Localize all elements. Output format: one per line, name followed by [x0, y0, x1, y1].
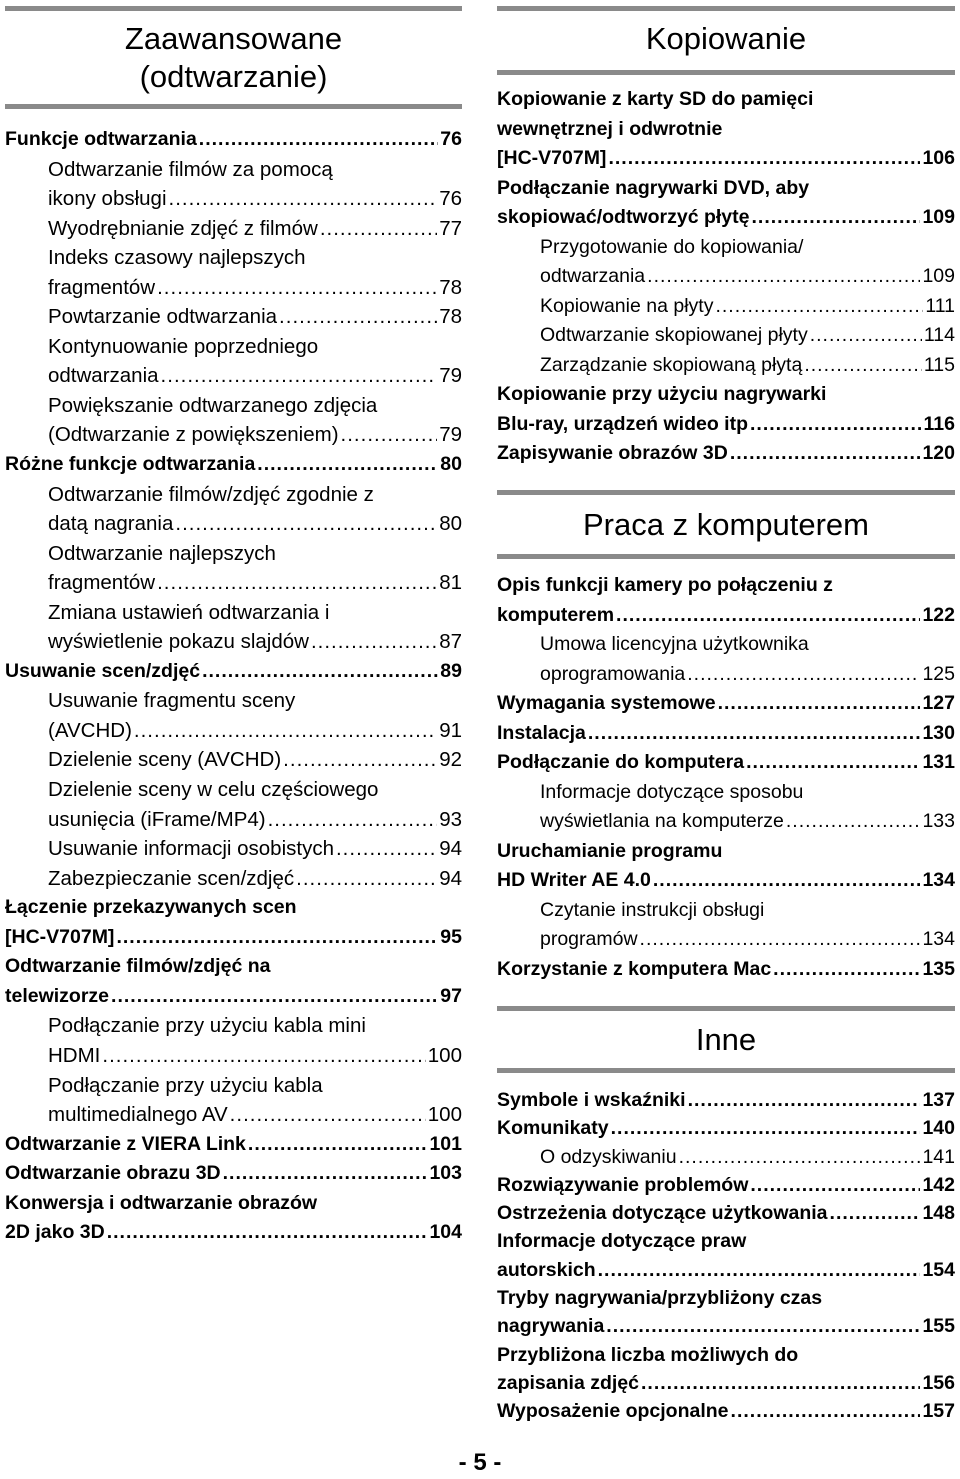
toc-entry-text: (AVCHD) — [48, 718, 132, 742]
toc-entry-sub[interactable] — [5, 480, 462, 510]
toc-entry-text: Dzielenie sceny w celu częściowego — [48, 778, 379, 802]
toc-entry-sub[interactable] — [5, 598, 462, 628]
toc-entry-heading[interactable] — [497, 1284, 955, 1312]
toc-entry-text: skopiować/odtworzyć płytę — [497, 206, 750, 228]
toc-page-number: 120 — [922, 442, 955, 464]
dot-leader — [102, 1041, 425, 1071]
toc-entry-heading[interactable] — [497, 1086, 955, 1114]
toc-entry-text: Konwersja i odtwarzanie obrazów — [5, 1191, 318, 1214]
dot-leader — [588, 719, 921, 749]
dot-leader — [311, 627, 437, 657]
toc-entry-text: telewizorze — [5, 984, 110, 1007]
toc-page-number: 100 — [427, 1043, 462, 1067]
toc-entry-sub[interactable] — [497, 262, 955, 292]
toc-entry-heading[interactable] — [497, 837, 955, 867]
toc-entry-heading[interactable] — [497, 115, 955, 145]
toc-page-number: 109 — [922, 265, 955, 287]
toc-page-number: 116 — [923, 412, 955, 435]
toc-list-copying — [497, 85, 955, 469]
dot-leader — [606, 1312, 920, 1340]
dot-leader — [296, 864, 437, 894]
dot-leader — [687, 660, 920, 690]
dot-leader — [161, 361, 438, 391]
section-title-other: Inne — [695, 1022, 757, 1057]
dot-leader — [718, 689, 921, 719]
dot-leader — [830, 1199, 921, 1227]
toc-entry-heading[interactable] — [497, 203, 955, 233]
toc-entry-text: usunięcia (iFrame/MP4) — [48, 807, 266, 831]
toc-entry-sub[interactable] — [5, 1071, 462, 1101]
dot-leader — [283, 745, 437, 775]
toc-entry-text: Odtwarzanie filmów za pomocą — [48, 157, 333, 181]
toc-entry-text: Odtwarzanie filmów/zdjęć na — [5, 955, 271, 978]
toc-page-number: 80 — [439, 512, 462, 536]
toc-page-number: 137 — [922, 1089, 955, 1111]
toc-entry-heading[interactable] — [497, 955, 955, 985]
toc-entry-text: Zabezpieczanie scen/zdjęć — [48, 866, 295, 890]
section-title — [5, 20, 462, 96]
toc-entry-sub[interactable] — [497, 896, 955, 926]
toc-page-number: 125 — [922, 662, 955, 685]
toc-entry-text: Symbole i wskaźniki — [497, 1089, 686, 1111]
toc-page-number: 78 — [439, 275, 462, 299]
toc-entry-heading[interactable] — [497, 144, 955, 174]
toc-entry-text: zapisania zdjęć — [497, 1371, 639, 1394]
dot-leader — [341, 420, 438, 450]
toc-entry-text: Wyposażenie opcjonalne — [497, 1400, 729, 1423]
toc-page-number: 141 — [922, 1145, 955, 1168]
toc-entry-text: Informacje dotyczące sposobu — [540, 780, 804, 803]
section-top-rule — [497, 490, 955, 495]
toc-entry-sub[interactable] — [5, 1100, 462, 1130]
toc-entry-text: HD Writer AE 4.0 — [497, 869, 651, 891]
toc-entry-heading[interactable] — [5, 952, 462, 982]
toc-entry-text: Przygotowanie do kopiowania/ — [540, 235, 804, 258]
section-bottom-rule — [497, 554, 955, 559]
toc-entry-text: Różne funkcje odtwarzania — [5, 453, 256, 476]
dot-leader — [641, 1369, 920, 1397]
dot-leader — [653, 866, 921, 896]
toc-page-number: 135 — [922, 957, 955, 980]
toc-entry-sub[interactable] — [497, 925, 955, 955]
toc-entry-text: Instalacja — [497, 721, 586, 744]
toc-page-number: 154 — [922, 1258, 955, 1281]
toc-entry-heading[interactable] — [497, 439, 955, 469]
section-top-rule — [497, 1006, 955, 1011]
toc-page-number: 94 — [439, 866, 462, 890]
toc-page-number: 148 — [922, 1202, 955, 1225]
toc-page-number: 122 — [922, 603, 955, 626]
toc-entry-heading[interactable] — [497, 601, 955, 631]
dot-leader — [611, 1114, 921, 1142]
toc-page-number: 130 — [922, 721, 955, 744]
toc-entry-heading[interactable] — [497, 85, 955, 115]
toc-entry-text: Zmiana ustawień odtwarzania i — [48, 600, 330, 624]
dot-leader — [157, 568, 437, 598]
toc-page-number: 81 — [439, 571, 462, 595]
toc-entry-text: Opis funkcji kamery po połączeniu z — [497, 574, 833, 596]
toc-entry-heading[interactable] — [5, 982, 462, 1012]
toc-entry-heading[interactable] — [497, 866, 955, 896]
toc-entry-text: Kopiowanie na płyty — [540, 294, 714, 317]
section-title-line-2: (odtwarzanie) — [139, 59, 328, 94]
dot-leader — [730, 439, 921, 469]
toc-entry-sub[interactable] — [497, 321, 955, 351]
toc-entry-sub[interactable] — [5, 420, 462, 450]
toc-entry-sub[interactable] — [5, 627, 462, 657]
dot-leader — [804, 351, 922, 381]
toc-entry-heading[interactable] — [5, 1218, 462, 1248]
toc-entry-text: Korzystanie z komputera Mac — [497, 957, 772, 980]
toc-list-other — [497, 1086, 955, 1426]
toc-entry-sub[interactable] — [5, 1011, 462, 1041]
toc-entry-text: Łączenie przekazywanych scen — [5, 896, 297, 919]
toc-entry-text: wyświetlania na komputerze — [540, 810, 784, 832]
toc-page-number: 134 — [922, 869, 955, 891]
toc-entry-sub[interactable] — [497, 292, 955, 322]
dot-leader — [257, 450, 438, 480]
toc-entry-sub[interactable] — [5, 509, 462, 539]
toc-entry-text: O odzyskiwaniu — [540, 1145, 677, 1168]
toc-entry-text: Komunikaty — [497, 1117, 609, 1140]
toc-entry-sub[interactable] — [5, 716, 462, 746]
toc-entry-sub[interactable] — [5, 332, 462, 362]
toc-entry-sub[interactable] — [497, 807, 955, 837]
toc-entry-heading[interactable] — [497, 1312, 955, 1340]
toc-page-number: 156 — [922, 1371, 955, 1394]
toc-entry-sub[interactable] — [5, 745, 462, 775]
dot-leader — [157, 273, 437, 303]
toc-entry-text: Informacje dotyczące praw — [497, 1230, 747, 1253]
toc-page-number: 87 — [439, 630, 462, 654]
toc-entry-text: (Odtwarzanie z powiększeniem) — [48, 423, 339, 447]
toc-entry-heading[interactable] — [497, 689, 955, 719]
toc-entry-text: Tryby nagrywania/przybliżony czas — [497, 1287, 823, 1310]
dot-leader — [640, 925, 921, 955]
toc-entry-heading[interactable] — [5, 1189, 462, 1219]
toc-page-number: 104 — [429, 1221, 462, 1244]
section-bottom-rule — [5, 104, 462, 109]
toc-entry-heading[interactable] — [497, 410, 955, 440]
toc-page-number: 114 — [923, 324, 955, 346]
toc-entry-text: Powiększanie odtwarzanego zdjęcia — [48, 393, 378, 417]
dot-leader — [750, 410, 922, 440]
toc-page-number: 101 — [429, 1132, 462, 1155]
toc-entry-sub[interactable] — [5, 686, 462, 716]
toc-page-number: 142 — [922, 1173, 955, 1196]
toc-entry-heading[interactable] — [5, 125, 462, 155]
toc-entry-sub[interactable] — [5, 214, 462, 244]
dot-leader — [175, 509, 437, 539]
toc-entry-text: Rozwiązywanie problemów — [497, 1173, 749, 1196]
toc-entry-text: Usuwanie informacji osobistych — [48, 837, 334, 861]
toc-entry-text: Usuwanie scen/zdjęć — [5, 659, 201, 682]
toc-entry-text: Kontynuowanie poprzedniego — [48, 334, 319, 358]
dot-leader — [169, 184, 438, 214]
toc-entry-text: [HC-V707M] — [5, 925, 115, 948]
toc-page-number: 76 — [440, 128, 462, 150]
toc-entry-heading[interactable] — [497, 1171, 955, 1199]
dot-leader — [731, 1397, 921, 1425]
toc-entry-sub[interactable] — [5, 361, 462, 391]
toc-entry-text: Dzielenie sceny (AVCHD) — [48, 748, 282, 772]
dot-leader — [688, 1086, 921, 1114]
toc-entry-text: ikony obsługi — [48, 187, 167, 211]
dot-leader — [111, 982, 438, 1012]
toc-entry-heading[interactable] — [497, 380, 955, 410]
toc-entry-text: Podłączanie nagrywarki DVD, aby — [497, 176, 810, 199]
toc-entry-sub[interactable] — [5, 302, 462, 332]
toc-entry-text: Funkcje odtwarzania — [5, 128, 197, 150]
dot-leader — [810, 321, 922, 351]
toc-entry-text: Wymagania systemowe — [497, 692, 716, 714]
toc-entry-text: wewnętrznej i odwrotnie — [497, 117, 723, 140]
toc-entry-text: Usuwanie fragmentu sceny — [48, 689, 296, 713]
toc-entry-text: Odtwarzanie z VIERA Link — [5, 1132, 246, 1155]
toc-entry-text: komputerem — [497, 603, 615, 626]
toc-list-computer — [497, 571, 955, 984]
dot-leader — [750, 1171, 920, 1199]
toc-entry-text: Czytanie instrukcji obsługi — [540, 898, 765, 921]
toc-entry-text: HDMI — [48, 1043, 101, 1067]
toc-entry-sub[interactable] — [497, 351, 955, 381]
toc-entry-sub[interactable] — [497, 778, 955, 808]
toc-page-number: 92 — [439, 748, 462, 772]
toc-entry-text: Umowa licencyjna użytkownika — [540, 633, 809, 655]
toc-entry-text: Podłączanie przy użyciu kabla — [48, 1073, 323, 1097]
toc-entry-text: Zapisywanie obrazów 3D — [497, 442, 728, 464]
section-top-rule — [5, 6, 462, 11]
toc-entry-text: odtwarzania — [48, 364, 159, 388]
toc-page-number: 95 — [440, 925, 462, 948]
toc-page-number: 76 — [439, 187, 462, 211]
toc-entry-text: Zarządzanie skopiowaną płytą — [540, 353, 803, 376]
section-bottom-rule — [497, 70, 955, 75]
toc-entry-text: fragmentów — [48, 275, 156, 299]
toc-entry-sub[interactable] — [5, 391, 462, 421]
dot-leader — [230, 1100, 426, 1130]
toc-entry-sub[interactable] — [5, 243, 462, 273]
toc-page-number: 93 — [439, 807, 462, 831]
section-title-copying: Kopiowanie — [645, 21, 807, 56]
dot-leader — [647, 262, 920, 292]
toc-entry-text: odtwarzania — [540, 265, 646, 287]
toc-entry-heading[interactable] — [5, 1130, 462, 1160]
toc-entry-text: fragmentów — [48, 571, 156, 595]
toc-entry-sub[interactable] — [5, 834, 462, 864]
dot-leader — [248, 1130, 428, 1160]
toc-entry-text: nagrywania — [497, 1315, 605, 1338]
toc-entry-heading[interactable] — [5, 450, 462, 480]
toc-entry-sub[interactable] — [5, 568, 462, 598]
toc-entry-sub[interactable] — [497, 233, 955, 263]
page-number: - 5 - — [458, 1449, 502, 1476]
dot-leader — [746, 748, 920, 778]
toc-page-number: 127 — [922, 692, 955, 714]
toc-entry-sub[interactable] — [5, 273, 462, 303]
toc-entry-text: [HC-V707M] — [497, 147, 607, 169]
toc-entry-sub[interactable] — [5, 155, 462, 185]
toc-entry-text: multimedialnego AV — [48, 1103, 228, 1127]
toc-page-number: 79 — [439, 364, 462, 388]
toc-entry-heading[interactable] — [497, 571, 955, 601]
toc-entry-text: Wyodrębnianie zdjęć z filmów — [48, 216, 318, 240]
toc-entry-heading[interactable] — [497, 748, 955, 778]
toc-entry-text: Blu-ray, urządzeń wideo itp — [497, 412, 748, 435]
dot-leader — [336, 834, 437, 864]
toc-page-number: 77 — [439, 216, 462, 240]
toc-entry-text: Indeks czasowy najlepszych — [48, 246, 306, 270]
toc-entry-sub[interactable] — [5, 775, 462, 805]
toc-page-number: 100 — [427, 1103, 462, 1127]
toc-entry-sub[interactable] — [497, 660, 955, 690]
toc-entry-heading[interactable] — [5, 657, 462, 687]
toc-entry-heading[interactable] — [5, 923, 462, 953]
toc-entry-text: autorskich — [497, 1258, 596, 1281]
toc-page-number: 89 — [440, 659, 462, 682]
toc-entry-sub[interactable] — [497, 1143, 955, 1171]
toc-entry-heading[interactable] — [497, 1397, 955, 1425]
dot-leader — [598, 1256, 921, 1284]
toc-page-number: 140 — [922, 1117, 955, 1140]
dot-leader — [223, 1159, 428, 1189]
toc-entry-heading[interactable] — [497, 1227, 955, 1255]
dot-leader — [320, 214, 437, 244]
section-top-rule — [497, 6, 955, 11]
dot-leader — [679, 1143, 921, 1171]
toc-page-number: 115 — [923, 353, 955, 376]
toc-page-number: 133 — [922, 810, 955, 832]
toc-entry-heading[interactable] — [5, 1159, 462, 1189]
dot-leader — [608, 144, 920, 174]
dot-leader — [134, 716, 437, 746]
toc-entry-heading[interactable] — [5, 893, 462, 923]
dot-leader — [616, 601, 920, 631]
toc-entry-sub[interactable] — [5, 184, 462, 214]
toc-entry-heading[interactable] — [497, 1114, 955, 1142]
toc-page-number: 97 — [440, 984, 462, 1007]
dot-leader — [773, 955, 920, 985]
section-title-computer: Praca z komputerem — [583, 507, 869, 542]
toc-page-number: 78 — [439, 305, 462, 329]
section-bottom-rule — [497, 1068, 955, 1073]
toc-entry-text: oprogramowania — [540, 662, 686, 685]
toc-entry-text: wyświetlenie pokazu slajdów — [48, 630, 309, 654]
dot-leader — [107, 1218, 428, 1248]
toc-entry-text: Powtarzanie odtwarzania — [48, 305, 278, 329]
toc-entry-text: Odtwarzanie najlepszych — [48, 541, 276, 565]
toc-entry-text: datą nagrania — [48, 512, 174, 536]
toc-entry-text: Podłączanie do komputera — [497, 751, 745, 773]
toc-entry-text: Odtwarzanie skopiowanej płyty — [540, 324, 808, 346]
dot-leader — [199, 125, 439, 155]
section-title-line-1: Zaawansowane — [124, 21, 343, 56]
toc-entry-heading[interactable] — [497, 1256, 955, 1284]
toc-entry-text: Odtwarzanie filmów/zdjęć zgodnie z — [48, 482, 374, 506]
dot-leader — [116, 923, 438, 953]
toc-entry-sub[interactable] — [5, 1041, 462, 1071]
toc-page-number: 155 — [922, 1315, 955, 1338]
toc-entry-text: Uruchamianie programu — [497, 839, 723, 862]
toc-entry-heading[interactable] — [497, 174, 955, 204]
toc-entry-text: Kopiowanie przy użyciu nagrywarki — [497, 383, 827, 405]
dot-leader — [751, 203, 920, 233]
toc-page-number: 157 — [922, 1400, 955, 1423]
dot-leader — [202, 657, 438, 687]
toc-entry-text: Przybliżona liczba możliwych do — [497, 1343, 799, 1366]
toc-page-number: 79 — [439, 423, 462, 447]
toc-entry-text: Kopiowanie z karty SD do pamięci — [497, 88, 814, 110]
toc-page-number: 131 — [922, 751, 955, 773]
dot-leader — [786, 807, 921, 837]
toc-entry-heading[interactable] — [497, 719, 955, 749]
toc-page-number: 111 — [925, 294, 955, 317]
toc-entry-sub[interactable] — [5, 539, 462, 569]
dot-leader — [268, 805, 438, 835]
toc-entry-heading[interactable] — [497, 1341, 955, 1369]
toc-page-number: 109 — [922, 206, 955, 228]
toc-page-number: 91 — [439, 718, 462, 742]
toc-page-number: 80 — [440, 453, 462, 476]
toc-page-number: 106 — [922, 147, 955, 169]
toc-list-advanced-playback — [5, 125, 462, 1248]
toc-page-number: 94 — [439, 837, 462, 861]
dot-leader — [279, 302, 437, 332]
toc-entry-sub[interactable] — [497, 630, 955, 660]
toc-entry-text: programów — [540, 928, 638, 950]
toc-page-number: 134 — [922, 928, 955, 950]
dot-leader — [715, 292, 923, 322]
toc-entry-text: 2D jako 3D — [5, 1221, 105, 1244]
toc-page-number: 103 — [429, 1162, 462, 1185]
toc-entry-sub[interactable] — [5, 805, 462, 835]
toc-entry-heading[interactable] — [497, 1199, 955, 1227]
toc-entry-heading[interactable] — [497, 1369, 955, 1397]
toc-entry-sub[interactable] — [5, 864, 462, 894]
toc-entry-text: Podłączanie przy użyciu kabla mini — [48, 1014, 366, 1038]
toc-entry-text: Ostrzeżenia dotyczące użytkowania — [497, 1202, 828, 1225]
toc-entry-text: Odtwarzanie obrazu 3D — [5, 1162, 221, 1185]
